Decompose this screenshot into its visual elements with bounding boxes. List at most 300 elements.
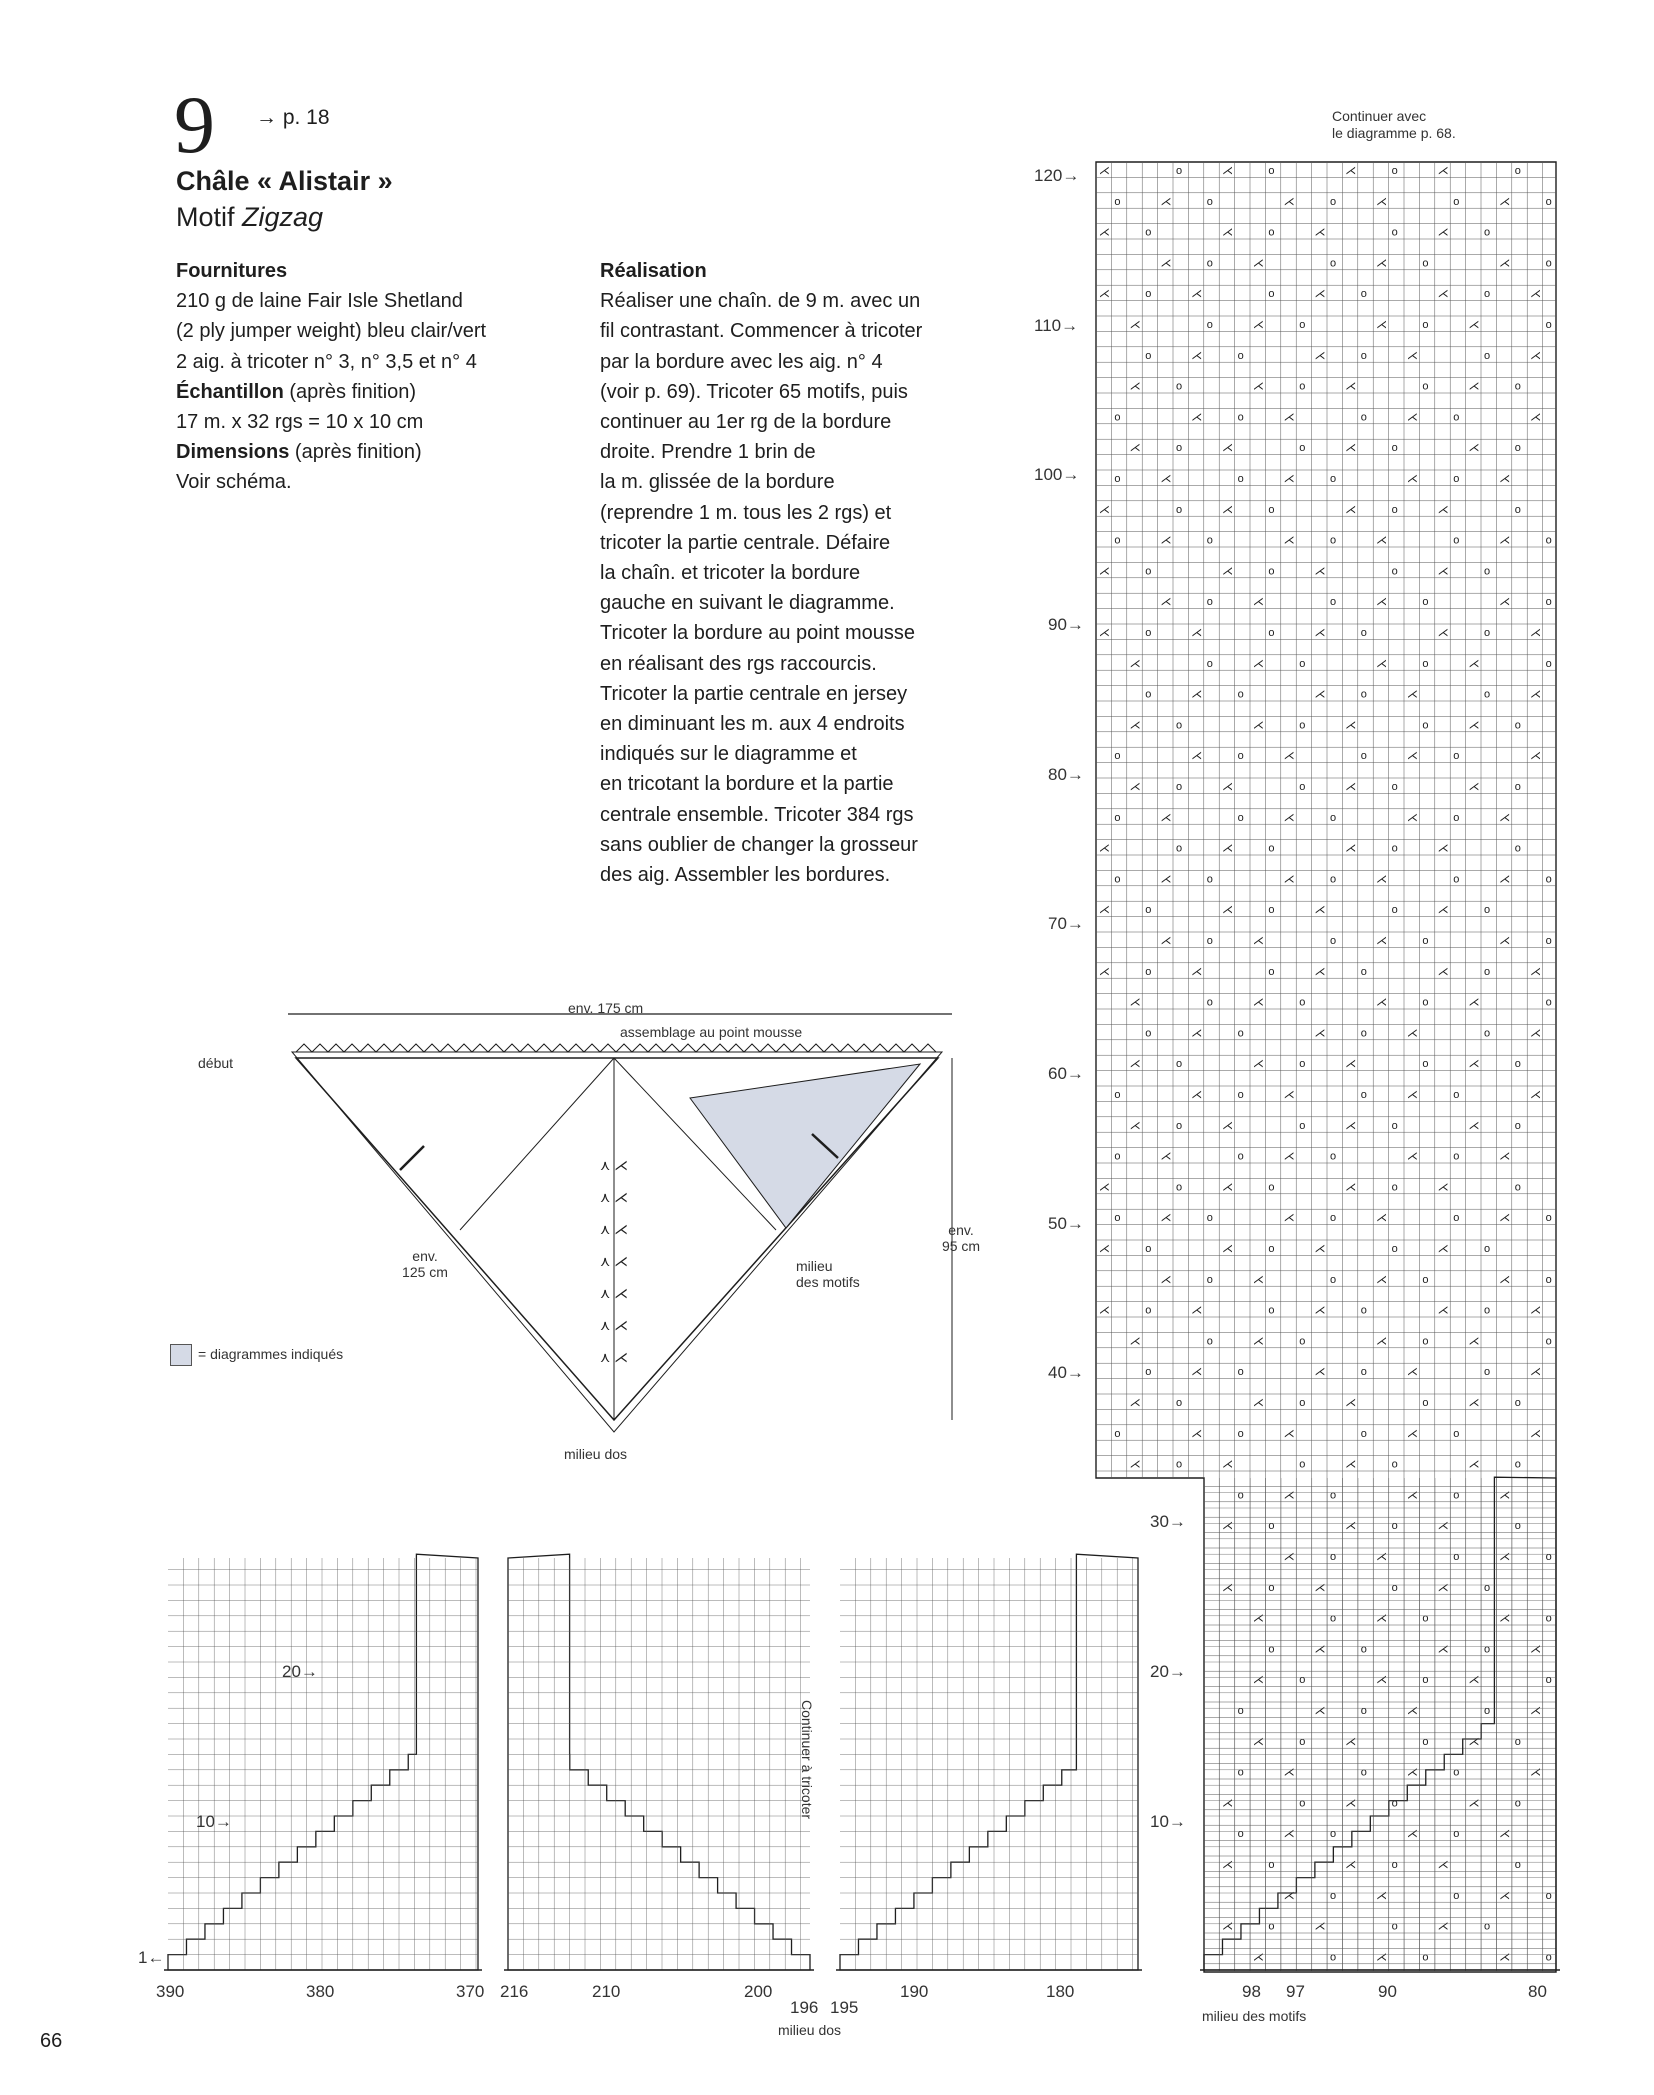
svg-text:o: o [1391, 442, 1398, 455]
svg-text:⋌: ⋌ [1191, 1089, 1203, 1102]
svg-text:⋌: ⋌ [1437, 288, 1449, 301]
svg-text:⋌: ⋌ [1530, 750, 1542, 763]
svg-text:o: o [1545, 1889, 1552, 1902]
schema-motif-center-label: milieu des motifs [796, 1258, 860, 1290]
svg-text:⋌: ⋌ [1499, 1273, 1511, 1286]
svg-text:o: o [1237, 750, 1244, 763]
schema-start-label: début [198, 1055, 234, 1071]
svg-text:o: o [1237, 349, 1244, 362]
svg-text:⋌: ⋌ [1314, 565, 1326, 578]
svg-text:⋌: ⋌ [1468, 1397, 1480, 1410]
svg-text:o: o [1545, 195, 1552, 208]
svg-text:o: o [1330, 1212, 1337, 1225]
svg-text:⋌: ⋌ [1499, 1828, 1511, 1841]
sample-value: 17 m. x 32 rgs = 10 x 10 cm [176, 411, 424, 434]
svg-text:o: o [1268, 503, 1275, 516]
supplies-heading: Fournitures [176, 260, 288, 282]
svg-text:⋌: ⋌ [1222, 1458, 1234, 1471]
schema-width-label: env. 175 cm [568, 1000, 644, 1016]
svg-text:o: o [1391, 565, 1398, 578]
svg-text:o: o [1299, 1674, 1306, 1687]
svg-text:o: o [1299, 442, 1306, 455]
svg-text:o: o [1299, 1335, 1306, 1348]
svg-text:⋌: ⋌ [1407, 411, 1418, 424]
sample-label: Échantillon [176, 380, 284, 403]
svg-text:⋌: ⋌ [1499, 811, 1511, 824]
svg-text:o: o [1237, 1766, 1244, 1779]
svg-text:⋌: ⋌ [1468, 1058, 1480, 1071]
svg-text:⋌: ⋌ [1499, 473, 1511, 486]
svg-text:o: o [1391, 781, 1398, 794]
right-chart-outline [1096, 162, 1556, 1972]
schema-height-label: env. 95 cm [941, 1222, 981, 1254]
supplies-line: 2 aig. à tricoter n° 3, n° 3,5 et n° 4 [176, 350, 477, 373]
svg-text:o: o [1330, 257, 1337, 270]
svg-text:o: o [1237, 1027, 1244, 1040]
svg-text:o: o [1391, 1520, 1398, 1533]
svg-text:o: o [1206, 257, 1213, 270]
svg-text:o: o [1484, 349, 1491, 362]
svg-text:o: o [1422, 380, 1429, 393]
svg-text:⋌: ⋌ [1099, 1181, 1110, 1194]
svg-text:⋌: ⋌ [1222, 904, 1234, 917]
svg-text:o: o [1176, 719, 1183, 732]
bottom-chart-row-label: 10→ [196, 1812, 232, 1831]
svg-text:o: o [1268, 1181, 1275, 1194]
svg-text:⋌: ⋌ [1099, 842, 1110, 855]
right-chart-column-label: 90 [1378, 1982, 1397, 2001]
instructions-line: continuer au 1er rg de la bordure [600, 411, 892, 434]
svg-text:o: o [1299, 657, 1306, 670]
dimensions-label: Dimensions [176, 441, 290, 464]
svg-text:⋌: ⋌ [1129, 996, 1141, 1009]
right-chart-row-label: 30→ [1150, 1512, 1186, 1531]
subtitle-motif: Zigzag [242, 202, 324, 232]
svg-text:⋌: ⋌ [1468, 1674, 1480, 1687]
bottom-chart-axis-label: 190 [900, 1982, 929, 2001]
svg-text:⋌: ⋌ [1499, 596, 1511, 609]
svg-text:⋌: ⋌ [1314, 1920, 1326, 1933]
svg-text:o: o [1145, 1366, 1152, 1379]
instructions-line: Réaliser une chaîn. de 9 m. avec un [600, 290, 921, 313]
svg-text:o: o [1237, 1705, 1244, 1718]
svg-text:o: o [1453, 1427, 1460, 1440]
svg-text:o: o [1330, 1489, 1337, 1502]
svg-text:o: o [1330, 811, 1337, 824]
decrease-mark: ⋏ ⋌ [600, 1189, 629, 1205]
svg-text:⋌: ⋌ [1129, 1397, 1141, 1410]
svg-text:o: o [1514, 1520, 1521, 1533]
svg-text:⋌: ⋌ [1129, 1058, 1141, 1071]
svg-text:o: o [1360, 1027, 1367, 1040]
svg-text:⋌: ⋌ [1437, 1243, 1449, 1256]
svg-text:o: o [1391, 1181, 1398, 1194]
svg-text:⋌: ⋌ [1345, 1797, 1357, 1810]
svg-text:⋌: ⋌ [1437, 1581, 1449, 1594]
svg-text:⋌: ⋌ [1129, 319, 1141, 332]
right-chart-column-label: 97 [1286, 1982, 1305, 2001]
svg-text:⋌: ⋌ [1407, 688, 1418, 701]
svg-text:o: o [1206, 873, 1213, 886]
svg-text:⋌: ⋌ [1283, 873, 1295, 886]
svg-text:⋌: ⋌ [1253, 1397, 1264, 1410]
page-reference[interactable]: → p. 18 [256, 106, 330, 129]
svg-text:⋌: ⋌ [1314, 1366, 1326, 1379]
svg-text:o: o [1237, 1828, 1244, 1841]
svg-text:o: o [1391, 904, 1398, 917]
svg-text:o: o [1176, 442, 1183, 455]
svg-text:o: o [1514, 1797, 1521, 1810]
svg-text:o: o [1145, 904, 1152, 917]
svg-text:⋌: ⋌ [1468, 781, 1480, 794]
svg-text:o: o [1360, 1366, 1367, 1379]
svg-text:o: o [1145, 1027, 1152, 1040]
svg-text:o: o [1391, 1581, 1398, 1594]
svg-text:o: o [1237, 688, 1244, 701]
svg-text:o: o [1237, 1427, 1244, 1440]
svg-text:⋌: ⋌ [1376, 657, 1388, 670]
svg-text:⋌: ⋌ [1530, 1027, 1542, 1040]
svg-text:o: o [1206, 319, 1213, 332]
svg-text:o: o [1545, 1212, 1552, 1225]
svg-text:o: o [1330, 935, 1337, 948]
svg-text:o: o [1145, 349, 1152, 362]
svg-text:⋌: ⋌ [1253, 380, 1264, 393]
svg-text:⋌: ⋌ [1160, 534, 1172, 547]
svg-text:⋌: ⋌ [1345, 1058, 1357, 1071]
svg-text:⋌: ⋌ [1407, 811, 1418, 824]
svg-text:o: o [1268, 842, 1275, 855]
svg-text:o: o [1453, 811, 1460, 824]
svg-text:o: o [1360, 750, 1367, 763]
right-chart-row-label: 90→ [1048, 615, 1084, 634]
right-chart-row-label: 40→ [1048, 1363, 1084, 1382]
svg-text:o: o [1330, 473, 1337, 486]
svg-text:o: o [1299, 781, 1306, 794]
decrease-mark: ⋏ ⋌ [600, 1157, 629, 1173]
svg-text:⋌: ⋌ [1376, 1212, 1388, 1225]
svg-text:⋌: ⋌ [1253, 1335, 1264, 1348]
svg-text:o: o [1545, 1551, 1552, 1564]
svg-text:⋌: ⋌ [1191, 1427, 1203, 1440]
svg-text:o: o [1514, 1735, 1521, 1748]
svg-text:o: o [1514, 842, 1521, 855]
svg-text:o: o [1268, 1304, 1275, 1317]
svg-text:o: o [1299, 996, 1306, 1009]
right-chart-column-label: 98 [1242, 1982, 1261, 2001]
svg-text:o: o [1422, 996, 1429, 1009]
svg-text:⋌: ⋌ [1407, 750, 1418, 763]
svg-text:⋌: ⋌ [1530, 1705, 1542, 1718]
svg-text:o: o [1484, 565, 1491, 578]
svg-text:o: o [1299, 1458, 1306, 1471]
svg-text:⋌: ⋌ [1345, 380, 1357, 393]
svg-text:o: o [1114, 534, 1121, 547]
svg-text:o: o [1545, 534, 1552, 547]
svg-text:o: o [1545, 1273, 1552, 1286]
svg-text:o: o [1514, 781, 1521, 794]
svg-text:o: o [1422, 257, 1429, 270]
shawl-schema [288, 1014, 952, 1432]
svg-text:⋌: ⋌ [1253, 319, 1264, 332]
svg-text:⋌: ⋌ [1407, 1489, 1418, 1502]
svg-text:⋌: ⋌ [1283, 1551, 1295, 1564]
svg-text:⋌: ⋌ [1407, 473, 1418, 486]
svg-text:⋌: ⋌ [1253, 1612, 1264, 1625]
svg-text:⋌: ⋌ [1314, 904, 1326, 917]
svg-text:o: o [1360, 411, 1367, 424]
svg-text:o: o [1484, 1581, 1491, 1594]
svg-text:⋌: ⋌ [1283, 1828, 1295, 1841]
svg-text:⋌: ⋌ [1160, 1150, 1172, 1163]
svg-text:o: o [1145, 1243, 1152, 1256]
svg-text:⋌: ⋌ [1222, 1243, 1234, 1256]
svg-text:o: o [1453, 195, 1460, 208]
right-chart-row-label: 20→ [1150, 1662, 1186, 1681]
right-chart-row-label: 120→ [1034, 166, 1080, 185]
bottom-chart-left [168, 1554, 478, 1970]
supplies-line: 210 g de laine Fair Isle Shetland [176, 290, 463, 313]
bottom-chart-axis-label: 370 [456, 1982, 485, 2001]
svg-text:⋌: ⋌ [1499, 257, 1511, 270]
svg-text:⋌: ⋌ [1099, 965, 1110, 978]
instructions-line: fil contrastant. Commencer à tricoter [600, 320, 923, 343]
svg-text:⋌: ⋌ [1530, 1643, 1542, 1656]
svg-text:⋌: ⋌ [1160, 811, 1172, 824]
dimensions-note: (après finition) [289, 441, 422, 464]
svg-text:⋌: ⋌ [1345, 842, 1357, 855]
svg-text:o: o [1268, 1643, 1275, 1656]
svg-text:o: o [1422, 719, 1429, 732]
svg-text:o: o [1145, 1304, 1152, 1317]
svg-text:o: o [1360, 1643, 1367, 1656]
svg-text:⋌: ⋌ [1129, 781, 1141, 794]
svg-text:⋌: ⋌ [1222, 1920, 1234, 1933]
svg-text:⋌: ⋌ [1345, 1735, 1357, 1748]
svg-text:⋌: ⋌ [1376, 1551, 1388, 1564]
bottom-chart-middle-right [840, 1554, 1138, 1970]
svg-text:⋌: ⋌ [1099, 226, 1110, 239]
svg-text:⋌: ⋌ [1499, 1489, 1511, 1502]
sample-note: (après finition) [283, 380, 417, 403]
svg-text:o: o [1422, 596, 1429, 609]
svg-text:o: o [1114, 811, 1121, 824]
svg-text:⋌: ⋌ [1160, 1212, 1172, 1225]
svg-text:⋌: ⋌ [1437, 165, 1449, 178]
svg-text:⋌: ⋌ [1314, 1243, 1326, 1256]
svg-text:o: o [1360, 627, 1367, 640]
svg-text:⋌: ⋌ [1376, 596, 1388, 609]
svg-text:⋌: ⋌ [1160, 195, 1172, 208]
svg-text:o: o [1114, 1212, 1121, 1225]
svg-text:⋌: ⋌ [1129, 380, 1141, 393]
svg-text:o: o [1545, 873, 1552, 886]
decrease-mark: ⋏ ⋌ [600, 1253, 629, 1269]
svg-text:⋌: ⋌ [1191, 627, 1203, 640]
svg-text:⋌: ⋌ [1129, 442, 1141, 455]
svg-text:o: o [1391, 1797, 1398, 1810]
svg-text:o: o [1484, 1304, 1491, 1317]
svg-text:o: o [1237, 1089, 1244, 1102]
svg-text:o: o [1422, 1058, 1429, 1071]
svg-text:⋌: ⋌ [1530, 965, 1542, 978]
svg-text:⋌: ⋌ [1283, 195, 1295, 208]
legend-swatch [170, 1344, 192, 1366]
svg-text:⋌: ⋌ [1499, 873, 1511, 886]
svg-text:o: o [1484, 1643, 1491, 1656]
right-chart-row-label: 70→ [1048, 914, 1084, 933]
svg-text:⋌: ⋌ [1253, 935, 1264, 948]
svg-text:o: o [1176, 1119, 1183, 1132]
svg-text:o: o [1391, 1920, 1398, 1933]
instructions-line: Tricoter la partie centrale en jersey [600, 682, 908, 705]
bottom-chart-axis-label: 200 [744, 1982, 773, 2001]
svg-text:⋌: ⋌ [1468, 719, 1480, 732]
svg-text:⋌: ⋌ [1191, 1027, 1203, 1040]
svg-text:⋌: ⋌ [1191, 349, 1203, 362]
svg-text:⋌: ⋌ [1530, 288, 1542, 301]
svg-text:o: o [1176, 380, 1183, 393]
svg-text:o: o [1422, 935, 1429, 948]
svg-text:o: o [1545, 257, 1552, 270]
svg-text:o: o [1145, 965, 1152, 978]
svg-text:o: o [1484, 226, 1491, 239]
svg-text:o: o [1237, 1150, 1244, 1163]
instructions-line: en diminuant les m. aux 4 endroits [600, 713, 905, 736]
svg-text:o: o [1545, 1335, 1552, 1348]
svg-text:⋌: ⋌ [1314, 1705, 1326, 1718]
svg-text:o: o [1206, 1335, 1213, 1348]
instructions-line: (voir p. 69). Tricoter 65 motifs, puis [600, 380, 908, 403]
svg-text:⋌: ⋌ [1222, 1181, 1234, 1194]
svg-text:⋌: ⋌ [1376, 996, 1388, 1009]
dimensions-value: Voir schéma. [176, 471, 292, 494]
svg-text:⋌: ⋌ [1314, 226, 1326, 239]
bottom-chart-middle-left [508, 1554, 810, 1970]
svg-text:o: o [1514, 1119, 1521, 1132]
svg-text:o: o [1299, 1397, 1306, 1410]
svg-text:⋌: ⋌ [1530, 349, 1542, 362]
svg-text:⋌: ⋌ [1345, 165, 1357, 178]
svg-text:⋌: ⋌ [1376, 1335, 1388, 1348]
svg-text:⋌: ⋌ [1160, 257, 1172, 270]
svg-text:o: o [1176, 165, 1183, 178]
svg-text:⋌: ⋌ [1345, 1520, 1357, 1533]
svg-text:⋌: ⋌ [1345, 1119, 1357, 1132]
svg-text:⋌: ⋌ [1099, 503, 1110, 516]
svg-text:⋌: ⋌ [1160, 473, 1172, 486]
svg-text:⋌: ⋌ [1191, 1366, 1203, 1379]
svg-text:o: o [1360, 1705, 1367, 1718]
svg-text:o: o [1360, 1089, 1367, 1102]
bottom-chart-row-label: 20→ [282, 1662, 318, 1681]
supplies-line: (2 ply jumper weight) bleu clair/vert [176, 320, 487, 343]
svg-text:⋌: ⋌ [1314, 1027, 1326, 1040]
continue-note: Continuer avec le diagramme p. 68. [1332, 108, 1456, 141]
shaded-chart-area [690, 1064, 920, 1228]
svg-text:o: o [1422, 1397, 1429, 1410]
svg-text:o: o [1330, 1273, 1337, 1286]
svg-text:o: o [1422, 1735, 1429, 1748]
svg-text:o: o [1299, 1058, 1306, 1071]
svg-text:⋌: ⋌ [1314, 1581, 1326, 1594]
svg-text:⋌: ⋌ [1499, 195, 1511, 208]
svg-text:⋌: ⋌ [1468, 1797, 1480, 1810]
svg-text:⋌: ⋌ [1530, 1366, 1542, 1379]
svg-text:⋌: ⋌ [1376, 195, 1388, 208]
svg-text:⋌: ⋌ [1222, 842, 1234, 855]
svg-text:o: o [1268, 1920, 1275, 1933]
svg-text:o: o [1484, 1243, 1491, 1256]
svg-text:o: o [1484, 288, 1491, 301]
schema-side-label: env. 125 cm [402, 1248, 448, 1280]
svg-text:o: o [1330, 1828, 1337, 1841]
svg-text:o: o [1206, 534, 1213, 547]
svg-text:o: o [1299, 380, 1306, 393]
svg-text:o: o [1453, 473, 1460, 486]
svg-text:⋌: ⋌ [1314, 1304, 1326, 1317]
svg-text:o: o [1484, 627, 1491, 640]
top-zigzag-edge [296, 1044, 936, 1052]
svg-text:⋌: ⋌ [1129, 1458, 1141, 1471]
svg-text:o: o [1391, 226, 1398, 239]
svg-text:⋌: ⋌ [1468, 996, 1480, 1009]
right-chart-row-label: 110→ [1034, 316, 1079, 335]
svg-text:o: o [1114, 750, 1121, 763]
svg-text:o: o [1360, 688, 1367, 701]
bottom-chart-axis-label: 216 [500, 1982, 529, 2001]
svg-text:⋌: ⋌ [1099, 904, 1110, 917]
svg-text:o: o [1453, 750, 1460, 763]
svg-text:⋌: ⋌ [1191, 1304, 1203, 1317]
svg-text:⋌: ⋌ [1530, 688, 1542, 701]
svg-text:o: o [1206, 1212, 1213, 1225]
svg-text:⋌: ⋌ [1345, 1859, 1357, 1872]
svg-text:⋌: ⋌ [1283, 811, 1295, 824]
right-chart-row-label: 100→ [1034, 465, 1080, 484]
svg-text:⋌: ⋌ [1222, 565, 1234, 578]
svg-text:⋌: ⋌ [1499, 1889, 1511, 1902]
svg-text:⋌: ⋌ [1283, 1150, 1295, 1163]
svg-text:o: o [1176, 1458, 1183, 1471]
svg-text:o: o [1360, 349, 1367, 362]
svg-text:⋌: ⋌ [1530, 627, 1542, 640]
svg-text:⋌: ⋌ [1314, 688, 1326, 701]
decrease-mark: ⋏ ⋌ [600, 1285, 629, 1301]
bottom-chart-axis-label: 180 [1046, 1982, 1075, 2001]
svg-text:⋌: ⋌ [1345, 1397, 1357, 1410]
svg-text:⋌: ⋌ [1253, 596, 1264, 609]
svg-text:o: o [1484, 904, 1491, 917]
svg-text:o: o [1206, 195, 1213, 208]
svg-text:o: o [1176, 842, 1183, 855]
svg-text:⋌: ⋌ [1468, 1458, 1480, 1471]
svg-text:⋌: ⋌ [1407, 1150, 1418, 1163]
svg-text:o: o [1176, 1397, 1183, 1410]
instructions-heading: Réalisation [600, 260, 707, 282]
svg-text:o: o [1514, 442, 1521, 455]
svg-text:⋌: ⋌ [1129, 1119, 1141, 1132]
svg-text:⋌: ⋌ [1253, 1735, 1264, 1748]
svg-text:⋌: ⋌ [1253, 1273, 1264, 1286]
svg-text:⋌: ⋌ [1099, 1243, 1110, 1256]
svg-text:o: o [1391, 1119, 1398, 1132]
svg-text:⋌: ⋌ [1345, 1181, 1357, 1194]
instructions-line: centrale ensemble. Tricoter 384 rgs [600, 803, 914, 826]
svg-text:o: o [1330, 1612, 1337, 1625]
legend-label: = diagrammes indiqués [198, 1346, 344, 1362]
svg-text:o: o [1360, 288, 1367, 301]
